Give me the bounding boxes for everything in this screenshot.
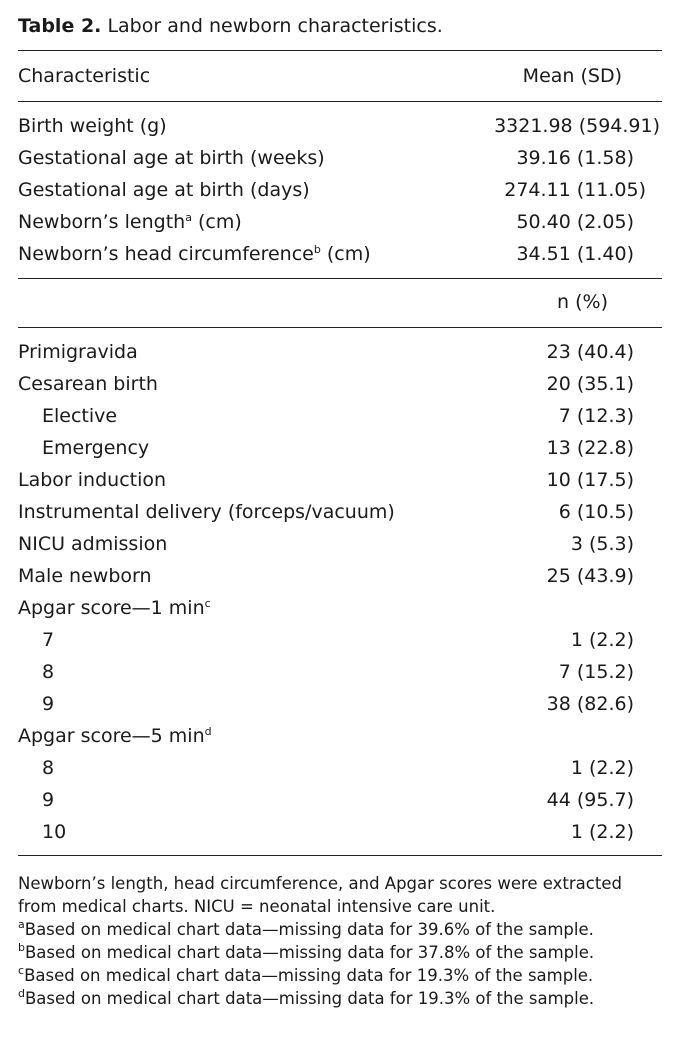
note-c: $^c$Based on medical chart data—missing data for 19.3% of the sample.	[18, 964, 594, 985]
table-row	[18, 142, 662, 174]
row-label: Emergency	[42, 437, 150, 459]
row-label: 8	[42, 757, 55, 779]
row-label: 8	[42, 661, 55, 683]
table-row	[18, 110, 662, 142]
row-value: 10 (17.5)	[546, 469, 634, 491]
header-rule-1	[18, 101, 662, 102]
table-title	[18, 14, 443, 38]
row-value: 3321.98 (594.91)	[494, 115, 660, 137]
row-label: 9	[42, 789, 55, 811]
row-value: 34.51 (1.40)	[516, 243, 634, 265]
row-value: 23 (40.4)	[546, 341, 634, 363]
row-label: 7	[42, 629, 55, 651]
table-row	[18, 752, 662, 784]
col-header-n-percent: n (%)	[557, 291, 608, 313]
row-label: Primigravida	[18, 341, 138, 363]
row-value: 25 (43.9)	[546, 565, 634, 587]
row-value: 1 (2.2)	[570, 757, 634, 779]
table-row	[18, 720, 662, 752]
table-row	[18, 368, 662, 400]
table-row	[18, 336, 662, 368]
note-d: $^d$Based on medical chart data—missing data for 19.3% of the sample.	[18, 987, 595, 1008]
row-value: 44 (95.7)	[546, 789, 634, 811]
note-b: $^b$Based on medical chart data—missing data for 37.8% of the sample.	[18, 941, 595, 962]
row-label: Instrumental delivery (forceps/vacuum)	[18, 501, 395, 523]
table-row	[18, 688, 662, 720]
row-label: Newborn’s length$^a$ (cm)	[18, 211, 242, 233]
footnote-marker: b	[313, 243, 321, 256]
row-value: 3 (5.3)	[570, 533, 634, 555]
row-label: Newborn’s head circumference$^b$ (cm)	[18, 243, 371, 265]
row-value: 39.16 (1.58)	[516, 147, 634, 169]
row-label: NICU admission	[18, 533, 168, 555]
note-main: Newborn’s length, head circumference, and Apgar scores were extracted from medical charts. NICU = neonatal intensive care unit.	[18, 874, 622, 916]
table-row	[18, 624, 662, 656]
table-row	[18, 464, 662, 496]
header-row-2	[18, 286, 662, 318]
row-value: 13 (22.8)	[546, 437, 634, 459]
row-label: Labor induction	[18, 469, 167, 491]
table-caption: Labor and newborn characteristics.	[107, 15, 443, 37]
table-notes	[18, 872, 662, 1010]
table-number: Table 2.	[18, 15, 102, 37]
table-row	[18, 784, 662, 816]
header-rule-2	[18, 327, 662, 328]
footnote-marker: d	[204, 725, 212, 738]
row-value: 1 (2.2)	[570, 821, 634, 843]
table-row	[18, 206, 662, 238]
top-rule	[18, 50, 662, 51]
table-row	[18, 560, 662, 592]
row-label: Male newborn	[18, 565, 152, 587]
row-value: 50.40 (2.05)	[516, 211, 634, 233]
header-row-1	[18, 60, 662, 92]
row-value: 38 (82.6)	[546, 693, 634, 715]
row-label: 10	[42, 821, 67, 843]
row-label: Birth weight (g)	[18, 115, 167, 137]
row-value: 1 (2.2)	[570, 629, 634, 651]
row-label: Apgar score—1 $\min^c$	[18, 597, 211, 619]
bottom-rule	[18, 855, 662, 856]
table-row	[18, 238, 662, 270]
note-a: $^a$Based on medical chart data—missing data for 39.6% of the sample.	[18, 918, 594, 939]
row-label: Elective	[42, 405, 118, 427]
footnote-marker: c	[204, 597, 211, 610]
row-label: Gestational age at birth (days)	[18, 179, 310, 201]
row-label: Apgar score—5 $\min^d$	[18, 725, 212, 747]
table-row	[18, 656, 662, 688]
row-label: Cesarean birth	[18, 373, 158, 395]
section-rule	[18, 278, 662, 279]
row-label: Gestational age at birth (weeks)	[18, 147, 325, 169]
row-value: 7 (12.3)	[558, 405, 634, 427]
table-row	[18, 400, 662, 432]
col-header-mean-sd: Mean (SD)	[522, 65, 622, 87]
table-row	[18, 528, 662, 560]
table-row	[18, 592, 662, 624]
table-row	[18, 174, 662, 206]
table-row	[18, 816, 662, 848]
row-value: 274.11 (11.05)	[504, 179, 646, 201]
row-label: 9	[42, 693, 55, 715]
col-header-characteristic: Characteristic	[18, 65, 151, 87]
row-value: 7 (15.2)	[558, 661, 634, 683]
footnote-marker: a	[185, 211, 192, 224]
row-value: 20 (35.1)	[546, 373, 634, 395]
table-row	[18, 432, 662, 464]
table-row	[18, 496, 662, 528]
row-value: 6 (10.5)	[558, 501, 634, 523]
